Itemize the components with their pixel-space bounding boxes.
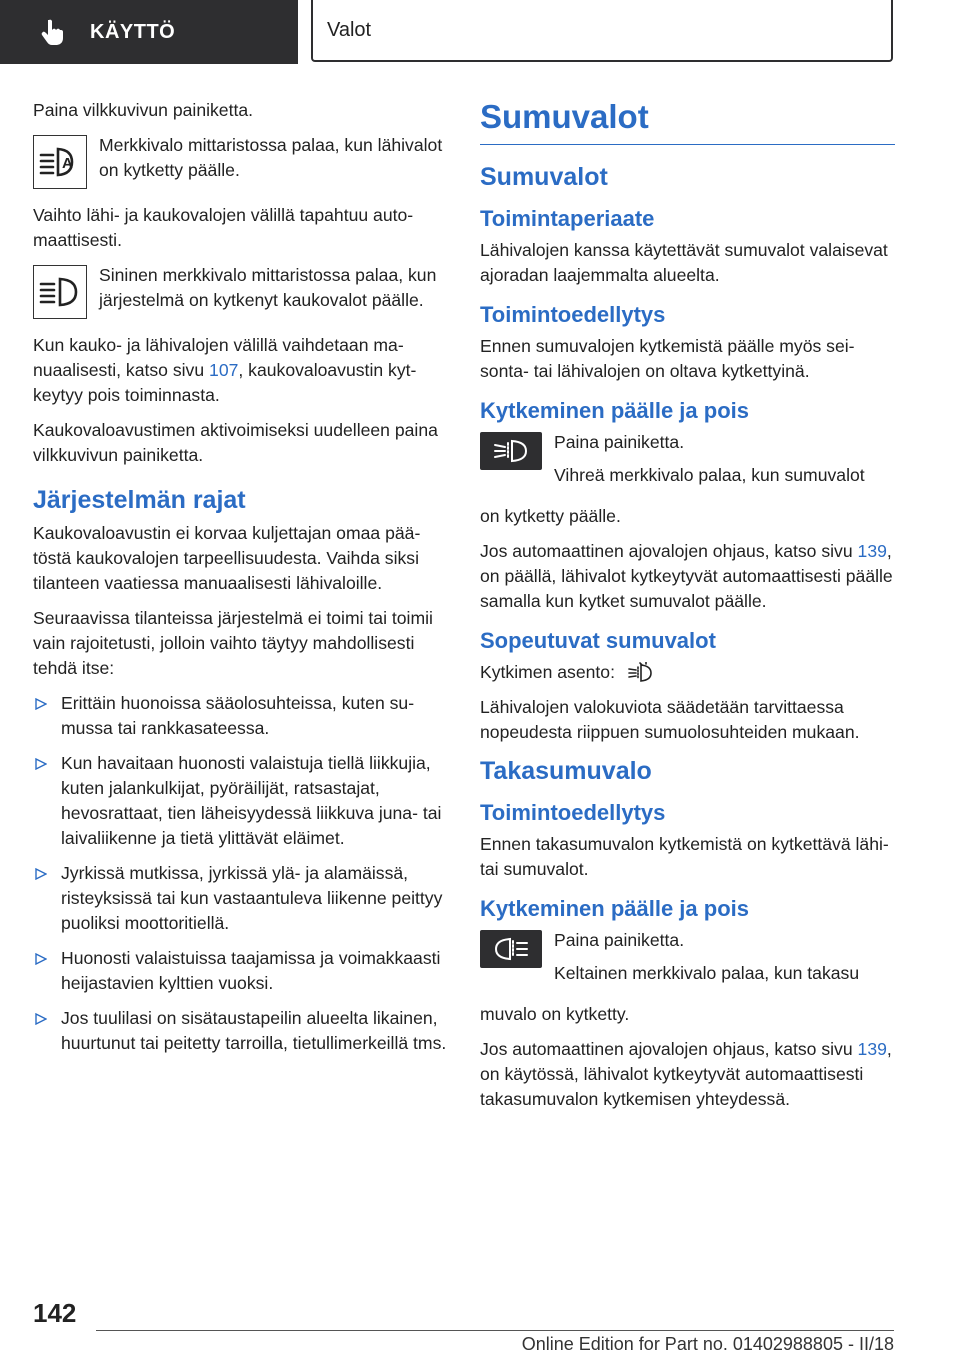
page-link[interactable]: 107 <box>209 360 239 380</box>
page-link[interactable]: 139 <box>857 541 887 561</box>
paragraph: Jos automaattinen ajovalojen ohjaus, katso sivu 139, on käytössä, lähivalot kytkeytyvät automaattisesti takasumuvalon kytkemisen yhteydessä. <box>480 1039 892 1109</box>
paragraph: Kun kauko- ja lähivalojen välillä vaihdetaan manuaalisesti, katso sivu 107, kaukovaloavustin kytkeytyy pois toiminnasta. <box>33 335 417 405</box>
hand-pointer-icon <box>40 18 64 46</box>
limitations-list <box>33 691 448 1056</box>
paragraph: Ennen sumuvalojen kytkemistä päälle myös seisonta- tai lähivalojen on oltava kytkettyinä. <box>480 336 855 381</box>
list-item: Erittäin huonoissa sääolosuhteissa, kuten sumussa tai rankkasateessa. <box>33 691 448 741</box>
button-row <box>480 430 895 496</box>
section-title: Valot <box>327 18 372 41</box>
paragraph: Lähivalojen valokuviota säädetään tarvittaessa nopeudesta riippuen sumuolosuhteiden mukaan. <box>480 697 860 742</box>
subsection-heading: Sopeutuvat sumuvalot <box>480 628 716 653</box>
indicator-row <box>33 263 448 319</box>
triangle-bullet-icon <box>35 758 47 770</box>
paragraph: Kaukovaloavustin ei korvaa kuljettajan omaa päätöstä kaukovalojen tarpeellisuudesta. Vaihda siksi tilanteen vaatiessa manuaalisesti lähivaloille. <box>33 523 421 593</box>
chapter-heading: Sumuvalot <box>480 98 895 145</box>
subsection-heading: Toimintaperiaate <box>480 206 655 231</box>
list-item: Huonosti valaistuissa taajamissa ja voimakkaasti heijastavien kylttien vuoksi. <box>33 946 448 996</box>
paragraph: muvalo on kytketty. <box>480 1004 630 1024</box>
indicator-description: Sininen merkkivalo mittaristossa palaa, kun järjestelmä on kytkenyt kaukovalot päälle. <box>99 265 437 310</box>
list-item: Jyrkissä mutkissa, jyrkissä ylä- ja alamäissä, risteyksissä tai kun vastaantuleva liikenne peittyy puoliksi moottoritiellä. <box>33 861 448 936</box>
section-heading: Takasumuvalo <box>480 757 652 785</box>
section-heading: Sumuvalot <box>480 163 608 191</box>
triangle-bullet-icon <box>35 953 47 965</box>
subsection-heading: Kytkeminen päälle ja pois <box>480 398 749 423</box>
fog-light-button-icon[interactable] <box>480 432 542 470</box>
subsection-heading: Kytkeminen päälle ja pois <box>480 896 749 921</box>
instruction: Paina painiketta. <box>554 930 685 950</box>
instruction: Paina painiketta. <box>554 432 685 452</box>
subsection-heading: Toimintoedellytys <box>480 800 666 825</box>
instruction: Keltainen merkkivalo palaa, kun takasu <box>554 963 860 983</box>
paragraph: Paina vilkkuvivun painiketta. <box>33 100 254 120</box>
triangle-bullet-icon <box>35 1013 47 1025</box>
left-column <box>33 98 448 1066</box>
triangle-bullet-icon <box>35 868 47 880</box>
auto-high-beam-indicator-icon <box>33 135 87 189</box>
svg-text:A: A <box>62 155 73 172</box>
paragraph: Seuraavissa tilanteissa järjestelmä ei toimi tai toimii vain rajoitetusti, jolloin vaihto täytyy mahdollisesti tehdä itse: <box>33 608 433 678</box>
instruction: Vihreä merkkivalo palaa, kun sumuvalot <box>554 465 865 485</box>
adaptive-fog-light-switch-icon <box>626 662 654 684</box>
list-item: Jos tuulilasi on sisätaustapeilin alueelta likainen, huurtunut tai peitetty tarroilla, tietullimerkeillä tms. <box>33 1006 448 1056</box>
list-item: Kun havaitaan huonosti valaistuja tiellä liikkujia, kuten jalankulkijat, pyöräilijät, ratsastajat, hevosrattaat, tien läheisyydessä liikkuva juna- tai laivaliikenne ja tietä ylittävät eläimet. <box>33 751 448 851</box>
paragraph: Kaukovaloavustimen aktivoimiseksi uudelleen paina vilkkuvivun painiketta. <box>33 420 438 465</box>
paragraph: Jos automaattinen ajovalojen ohjaus, katso sivu 139, on päällä, lähivalot kytkeytyvät automaattisesti päälle samalla kun kytket sumuvalot päälle. <box>480 541 893 611</box>
indicator-row <box>33 133 448 189</box>
paragraph: Vaihto lähi- ja kaukovalojen välillä tapahtuu automaattisesti. <box>33 205 414 250</box>
chapter-tab <box>0 0 298 64</box>
button-row <box>480 928 895 994</box>
right-column <box>480 98 895 1122</box>
paragraph: on kytketty päälle. <box>480 506 621 526</box>
edition-info: Online Edition for Part no. 01402988805 - II/18 <box>521 1334 894 1354</box>
paragraph: Lähivalojen kanssa käytettävät sumuvalot valaisevat ajoradan laajemmalta alueelta. <box>480 240 888 285</box>
high-beam-indicator-icon <box>33 265 87 319</box>
section-header <box>311 0 893 62</box>
paragraph: Kytkimen asento: <box>480 660 895 685</box>
rear-fog-light-button-icon[interactable] <box>480 930 542 968</box>
triangle-bullet-icon <box>35 698 47 710</box>
subsection-heading: Toimintoedellytys <box>480 302 666 327</box>
chapter-title: KÄYTTÖ <box>90 20 176 43</box>
paragraph: Ennen takasumuvalon kytkemistä on kytkettävä lähi- tai sumuvalot. <box>480 834 889 879</box>
page-number: 142 <box>33 1298 77 1328</box>
page-link[interactable]: 139 <box>857 1039 887 1059</box>
indicator-description: Merkkivalo mittaristossa palaa, kun lähivalot on kytketty päälle. <box>99 135 443 180</box>
section-heading: Järjestelmän rajat <box>33 486 246 514</box>
footer-divider <box>96 1330 894 1331</box>
